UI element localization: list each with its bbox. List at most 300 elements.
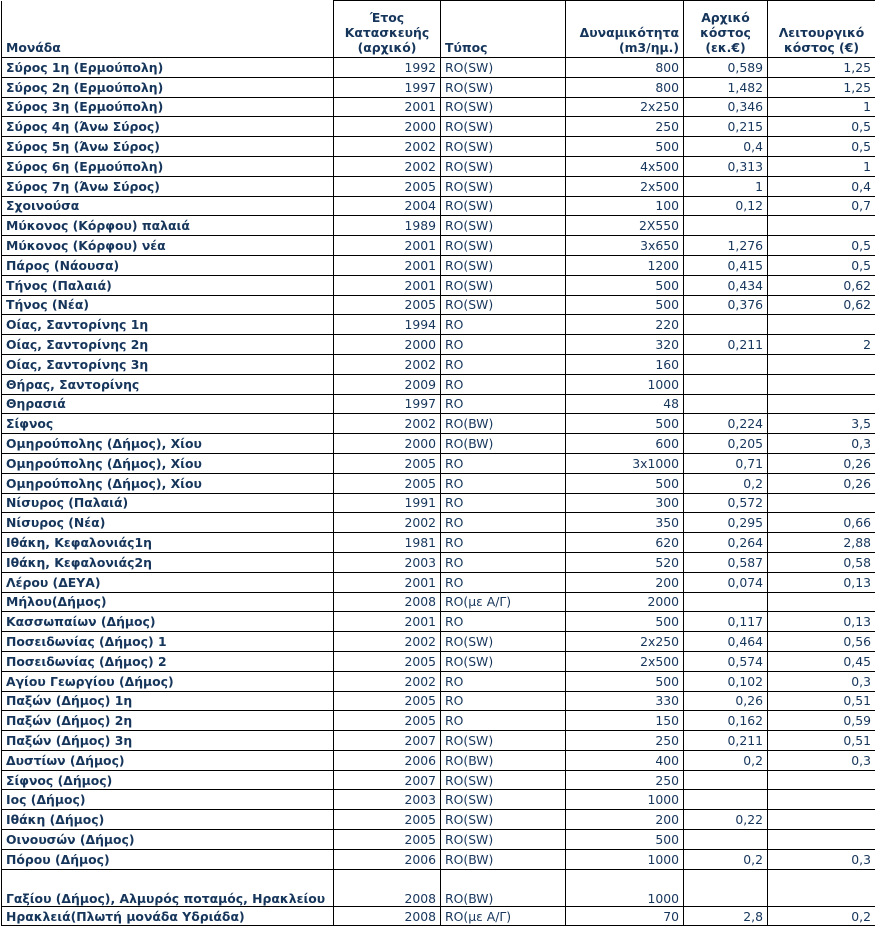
cell-capacity: 220 — [566, 315, 684, 335]
cell-unit: Νίσυρος (Νέα) — [2, 513, 334, 533]
cell-unit: Ομηρούπολης (Δήμος), Χίου — [2, 453, 334, 473]
table-row — [2, 77, 875, 97]
cell-type: RO(BW) — [441, 849, 566, 869]
cell-year: 2002 — [334, 513, 441, 533]
cell-year: 2009 — [334, 374, 441, 394]
cell-unit: Ποσειδωνίας (Δήμος) 2 — [2, 651, 334, 671]
cell-operating-cost: 0,58 — [768, 552, 875, 572]
table-row — [2, 731, 875, 751]
cell-year: 2001 — [334, 612, 441, 632]
cell-unit: Τήνος (Παλαιά) — [2, 275, 334, 295]
cell-type: RO(SW) — [441, 77, 566, 97]
cell-unit: Οίας, Σαντορίνης 3η — [2, 354, 334, 374]
cell-type: RO — [441, 453, 566, 473]
table-row — [2, 255, 875, 275]
cell-capacity: 500 — [566, 830, 684, 850]
cell-operating-cost: 0,26 — [768, 473, 875, 493]
cell-initial-cost: 0,074 — [684, 572, 768, 592]
table-row — [2, 354, 875, 374]
cell-capacity: 500 — [566, 137, 684, 157]
cell-operating-cost — [768, 493, 875, 513]
table-row — [2, 156, 875, 176]
cell-year: 1994 — [334, 315, 441, 335]
cell-operating-cost: 0,56 — [768, 632, 875, 652]
cell-type: RO(με Α/Γ) — [441, 592, 566, 612]
cell-unit: Πόρου (Δήμος) — [2, 849, 334, 869]
cell-initial-cost: 0,211 — [684, 731, 768, 751]
cell-initial-cost: 0,22 — [684, 810, 768, 830]
cell-operating-cost: 0,2 — [768, 906, 875, 926]
table-row — [2, 790, 875, 810]
cell-initial-cost — [684, 315, 768, 335]
cell-unit: Παξών (Δήμος) 2η — [2, 711, 334, 731]
cell-unit: Νίσυρος (Παλαιά) — [2, 493, 334, 513]
cell-capacity: 48 — [566, 394, 684, 414]
cell-type: RO(SW) — [441, 137, 566, 157]
cell-unit: Μύκονος (Κόρφου) παλαιά — [2, 216, 334, 236]
cell-year: 2007 — [334, 770, 441, 790]
cell-capacity: 150 — [566, 711, 684, 731]
cell-initial-cost: 0,295 — [684, 513, 768, 533]
header-capacity: Δυναμικότητα (m3/ημ.) — [566, 1, 684, 58]
table-row — [2, 97, 875, 117]
cell-initial-cost: 1 — [684, 176, 768, 196]
cell-year: 2002 — [334, 632, 441, 652]
cell-type: RO(SW) — [441, 97, 566, 117]
table-row — [2, 493, 875, 513]
cell-initial-cost: 0,376 — [684, 295, 768, 315]
cell-capacity: 2x250 — [566, 632, 684, 652]
header-year: Έτος Κατασκευής (αρχικό) — [334, 1, 441, 58]
cell-operating-cost: 0,5 — [768, 255, 875, 275]
cell-unit: Ομηρούπολης (Δήμος), Χίου — [2, 473, 334, 493]
cell-type: RO — [441, 533, 566, 553]
cell-year: 2002 — [334, 137, 441, 157]
table-row — [2, 117, 875, 137]
cell-operating-cost — [768, 394, 875, 414]
cell-capacity: 2x500 — [566, 651, 684, 671]
cell-unit: Μήλου(Δήμος) — [2, 592, 334, 612]
cell-year: 2002 — [334, 414, 441, 434]
cell-capacity: 800 — [566, 77, 684, 97]
cell-capacity: 250 — [566, 770, 684, 790]
table-row — [2, 335, 875, 355]
cell-unit: Σύρος 3η (Ερμούπολη) — [2, 97, 334, 117]
cell-type: RO — [441, 572, 566, 592]
table-row — [2, 414, 875, 434]
cell-unit: Σύρος 7η (Άνω Σύρος) — [2, 176, 334, 196]
cell-initial-cost — [684, 592, 768, 612]
cell-capacity: 250 — [566, 731, 684, 751]
cell-year: 2006 — [334, 750, 441, 770]
cell-operating-cost: 0,62 — [768, 295, 875, 315]
cell-initial-cost — [684, 354, 768, 374]
cell-capacity: 2x500 — [566, 176, 684, 196]
cell-capacity: 500 — [566, 671, 684, 691]
cell-type: RO(BW) — [441, 869, 566, 906]
cell-capacity: 520 — [566, 552, 684, 572]
cell-initial-cost: 0,2 — [684, 849, 768, 869]
cell-type: RO — [441, 711, 566, 731]
cell-year: 2003 — [334, 790, 441, 810]
table-row — [2, 711, 875, 731]
cell-year: 2002 — [334, 156, 441, 176]
cell-type: RO(SW) — [441, 770, 566, 790]
cell-operating-cost: 0,3 — [768, 750, 875, 770]
cell-operating-cost: 0,26 — [768, 453, 875, 473]
table-row — [2, 906, 875, 926]
cell-year: 2005 — [334, 651, 441, 671]
table-row — [2, 374, 875, 394]
cell-capacity: 1200 — [566, 255, 684, 275]
cell-year: 2008 — [334, 592, 441, 612]
table-row — [2, 216, 875, 236]
cell-initial-cost: 0,313 — [684, 156, 768, 176]
cell-type: RO(SW) — [441, 58, 566, 78]
cell-initial-cost: 0,346 — [684, 97, 768, 117]
cell-operating-cost — [768, 810, 875, 830]
cell-operating-cost — [768, 374, 875, 394]
cell-initial-cost: 0,12 — [684, 196, 768, 216]
cell-capacity: 620 — [566, 533, 684, 553]
cell-type: RO — [441, 493, 566, 513]
cell-capacity: 800 — [566, 58, 684, 78]
table-row — [2, 315, 875, 335]
cell-capacity: 160 — [566, 354, 684, 374]
cell-operating-cost: 0,5 — [768, 117, 875, 137]
cell-year: 2001 — [334, 236, 441, 256]
cell-capacity: 330 — [566, 691, 684, 711]
table-row — [2, 473, 875, 493]
desalination-units-table — [1, 0, 875, 926]
cell-capacity: 200 — [566, 810, 684, 830]
cell-year: 2001 — [334, 275, 441, 295]
cell-operating-cost — [768, 354, 875, 374]
cell-year: 1991 — [334, 493, 441, 513]
table-row — [2, 612, 875, 632]
cell-year: 2005 — [334, 176, 441, 196]
cell-type: RO — [441, 374, 566, 394]
cell-unit: Σύρος 1η (Ερμούπολη) — [2, 58, 334, 78]
cell-initial-cost: 1,276 — [684, 236, 768, 256]
cell-initial-cost: 0,162 — [684, 711, 768, 731]
cell-operating-cost: 2,88 — [768, 533, 875, 553]
table-row — [2, 176, 875, 196]
cell-year: 2005 — [334, 830, 441, 850]
cell-year: 2002 — [334, 671, 441, 691]
cell-operating-cost: 0,59 — [768, 711, 875, 731]
header-unit: Μονάδα — [2, 1, 334, 58]
cell-capacity: 1000 — [566, 849, 684, 869]
cell-year: 2004 — [334, 196, 441, 216]
cell-initial-cost — [684, 374, 768, 394]
cell-initial-cost: 0,2 — [684, 473, 768, 493]
cell-initial-cost: 0,574 — [684, 651, 768, 671]
cell-year: 2003 — [334, 552, 441, 572]
cell-type: RO — [441, 354, 566, 374]
cell-capacity: 4x500 — [566, 156, 684, 176]
cell-type: RO(SW) — [441, 830, 566, 850]
cell-operating-cost: 0,62 — [768, 275, 875, 295]
cell-initial-cost: 0,4 — [684, 137, 768, 157]
cell-type: RO(SW) — [441, 117, 566, 137]
cell-year: 2001 — [334, 97, 441, 117]
cell-initial-cost: 0,589 — [684, 58, 768, 78]
cell-unit: Ποσειδωνίας (Δήμος) 1 — [2, 632, 334, 652]
table-row — [2, 750, 875, 770]
table-row — [2, 671, 875, 691]
cell-unit: Ηρακλειά(Πλωτή μονάδα Υδριάδα) — [2, 906, 334, 926]
cell-capacity: 500 — [566, 612, 684, 632]
cell-initial-cost: 0,587 — [684, 552, 768, 572]
cell-unit: Θήρας, Σαντορίνης — [2, 374, 334, 394]
cell-initial-cost — [684, 830, 768, 850]
table-row — [2, 394, 875, 414]
cell-year: 2006 — [334, 849, 441, 869]
cell-capacity: 2X550 — [566, 216, 684, 236]
cell-type: RO(BW) — [441, 750, 566, 770]
cell-unit: Οίας, Σαντορίνης 2η — [2, 335, 334, 355]
cell-type: RO(SW) — [441, 216, 566, 236]
cell-year: 2005 — [334, 711, 441, 731]
table-row — [2, 513, 875, 533]
cell-year: 2007 — [334, 731, 441, 751]
cell-year: 2005 — [334, 691, 441, 711]
cell-type: RO(BW) — [441, 434, 566, 454]
cell-unit: Σχοινούσα — [2, 196, 334, 216]
cell-type: RO(SW) — [441, 275, 566, 295]
cell-initial-cost: 2,8 — [684, 906, 768, 926]
cell-type: RO(SW) — [441, 731, 566, 751]
cell-capacity: 1000 — [566, 790, 684, 810]
cell-initial-cost: 0,117 — [684, 612, 768, 632]
cell-year: 2000 — [334, 434, 441, 454]
cell-type: RO(SW) — [441, 632, 566, 652]
cell-year: 2008 — [334, 906, 441, 926]
cell-type: RO(SW) — [441, 236, 566, 256]
cell-initial-cost: 0,102 — [684, 671, 768, 691]
cell-year: 2000 — [334, 335, 441, 355]
table-body — [2, 58, 875, 926]
cell-year: 2005 — [334, 453, 441, 473]
cell-capacity: 2000 — [566, 592, 684, 612]
cell-type: RO(με Α/Γ) — [441, 906, 566, 926]
cell-type: RO — [441, 335, 566, 355]
cell-capacity: 500 — [566, 295, 684, 315]
cell-year: 1992 — [334, 58, 441, 78]
cell-type: RO — [441, 552, 566, 572]
cell-unit: Γαξίου (Δήμος), Αλμυρός ποταμός, Ηρακλείου — [2, 869, 334, 906]
cell-capacity: 300 — [566, 493, 684, 513]
cell-type: RO — [441, 315, 566, 335]
cell-capacity: 600 — [566, 434, 684, 454]
table-row — [2, 58, 875, 78]
cell-initial-cost: 0,224 — [684, 414, 768, 434]
table-row — [2, 453, 875, 473]
table-row — [2, 632, 875, 652]
cell-unit: Παξών (Δήμος) 3η — [2, 731, 334, 751]
cell-year: 2000 — [334, 117, 441, 137]
cell-unit: Σύρος 6η (Ερμούπολη) — [2, 156, 334, 176]
cell-initial-cost: 0,2 — [684, 750, 768, 770]
cell-capacity: 70 — [566, 906, 684, 926]
cell-operating-cost — [768, 216, 875, 236]
cell-type: RO — [441, 513, 566, 533]
cell-capacity: 1000 — [566, 374, 684, 394]
cell-capacity: 3x1000 — [566, 453, 684, 473]
cell-type: RO(SW) — [441, 196, 566, 216]
cell-operating-cost: 0,5 — [768, 236, 875, 256]
cell-operating-cost: 0,13 — [768, 572, 875, 592]
cell-year: 2005 — [334, 473, 441, 493]
cell-initial-cost — [684, 790, 768, 810]
cell-operating-cost: 0,3 — [768, 849, 875, 869]
cell-year: 2005 — [334, 810, 441, 830]
cell-operating-cost: 0,45 — [768, 651, 875, 671]
cell-initial-cost: 0,211 — [684, 335, 768, 355]
header-row — [2, 1, 875, 58]
cell-operating-cost: 0,4 — [768, 176, 875, 196]
cell-initial-cost: 0,434 — [684, 275, 768, 295]
table-row — [2, 196, 875, 216]
cell-operating-cost — [768, 830, 875, 850]
cell-year: 1997 — [334, 394, 441, 414]
cell-operating-cost: 0,66 — [768, 513, 875, 533]
cell-unit: Σύρος 5η (Άνω Σύρος) — [2, 137, 334, 157]
cell-year: 2002 — [334, 354, 441, 374]
cell-year: 2001 — [334, 255, 441, 275]
cell-type: RO(SW) — [441, 790, 566, 810]
table-row — [2, 236, 875, 256]
cell-operating-cost — [768, 592, 875, 612]
cell-unit: Ιθάκη, Κεφαλονιάς1η — [2, 533, 334, 553]
cell-operating-cost — [768, 315, 875, 335]
table-row — [2, 691, 875, 711]
cell-capacity: 100 — [566, 196, 684, 216]
cell-unit: Σύρος 2η (Ερμούπολη) — [2, 77, 334, 97]
table-row — [2, 552, 875, 572]
cell-capacity: 350 — [566, 513, 684, 533]
cell-unit: Σίφνος (Δήμος) — [2, 770, 334, 790]
cell-initial-cost: 1,482 — [684, 77, 768, 97]
cell-year: 1989 — [334, 216, 441, 236]
cell-type: RO(SW) — [441, 810, 566, 830]
cell-unit: Κασσωπαίων (Δήμος) — [2, 612, 334, 632]
cell-unit: Ιος (Δήμος) — [2, 790, 334, 810]
cell-year: 2005 — [334, 295, 441, 315]
cell-type: RO(SW) — [441, 651, 566, 671]
cell-operating-cost: 0,5 — [768, 137, 875, 157]
table-row — [2, 810, 875, 830]
cell-capacity: 2x250 — [566, 97, 684, 117]
cell-initial-cost — [684, 869, 768, 906]
cell-year: 2001 — [334, 572, 441, 592]
cell-unit: Σύρος 4η (Άνω Σύρος) — [2, 117, 334, 137]
cell-operating-cost: 2 — [768, 335, 875, 355]
cell-year: 1997 — [334, 77, 441, 97]
table-row — [2, 830, 875, 850]
cell-initial-cost — [684, 394, 768, 414]
cell-operating-cost: 0,7 — [768, 196, 875, 216]
cell-capacity: 320 — [566, 335, 684, 355]
cell-initial-cost: 0,572 — [684, 493, 768, 513]
cell-operating-cost: 0,3 — [768, 434, 875, 454]
cell-unit: Μύκονος (Κόρφου) νέα — [2, 236, 334, 256]
cell-initial-cost — [684, 216, 768, 236]
cell-operating-cost — [768, 770, 875, 790]
table-row — [2, 533, 875, 553]
table-row — [2, 572, 875, 592]
cell-unit: Ιθάκη, Κεφαλονιάς2η — [2, 552, 334, 572]
cell-operating-cost: 0,3 — [768, 671, 875, 691]
cell-capacity: 500 — [566, 275, 684, 295]
cell-unit: Ιθάκη (Δήμος) — [2, 810, 334, 830]
cell-initial-cost: 0,71 — [684, 453, 768, 473]
cell-type: RO — [441, 671, 566, 691]
cell-unit: Θηρασιά — [2, 394, 334, 414]
table-row — [2, 592, 875, 612]
cell-initial-cost: 0,415 — [684, 255, 768, 275]
cell-unit: Οινουσών (Δήμος) — [2, 830, 334, 850]
cell-operating-cost — [768, 869, 875, 906]
cell-operating-cost — [768, 790, 875, 810]
cell-type: RO — [441, 691, 566, 711]
cell-operating-cost: 3,5 — [768, 414, 875, 434]
cell-unit: Σίφνος — [2, 414, 334, 434]
cell-unit: Τήνος (Νέα) — [2, 295, 334, 315]
cell-type: RO — [441, 612, 566, 632]
cell-initial-cost: 0,26 — [684, 691, 768, 711]
header-operating-cost: Λειτουργικό κόστος (€) — [768, 1, 875, 58]
cell-operating-cost: 1 — [768, 97, 875, 117]
cell-operating-cost: 0,13 — [768, 612, 875, 632]
header-initial-cost: Αρχικό κόστος (εκ.€) — [684, 1, 768, 58]
cell-initial-cost: 0,464 — [684, 632, 768, 652]
cell-unit: Ομηρούπολης (Δήμος), Χίου — [2, 434, 334, 454]
cell-type: RO(SW) — [441, 255, 566, 275]
cell-operating-cost: 1,25 — [768, 77, 875, 97]
cell-operating-cost: 0,51 — [768, 691, 875, 711]
cell-initial-cost — [684, 770, 768, 790]
table-row — [2, 869, 875, 906]
cell-capacity: 500 — [566, 414, 684, 434]
cell-capacity: 250 — [566, 117, 684, 137]
cell-initial-cost: 0,215 — [684, 117, 768, 137]
cell-unit: Παξών (Δήμος) 1η — [2, 691, 334, 711]
cell-unit: Δυστίων (Δήμος) — [2, 750, 334, 770]
table-row — [2, 275, 875, 295]
cell-year: 2008 — [334, 869, 441, 906]
cell-initial-cost: 0,264 — [684, 533, 768, 553]
cell-capacity: 200 — [566, 572, 684, 592]
cell-capacity: 500 — [566, 473, 684, 493]
cell-operating-cost: 1 — [768, 156, 875, 176]
cell-type: RO(SW) — [441, 156, 566, 176]
cell-type: RO(SW) — [441, 295, 566, 315]
cell-capacity: 1000 — [566, 869, 684, 906]
cell-unit: Αγίου Γεωργίου (Δήμος) — [2, 671, 334, 691]
cell-type: RO — [441, 394, 566, 414]
cell-initial-cost: 0,205 — [684, 434, 768, 454]
cell-unit: Οίας, Σαντορίνης 1η — [2, 315, 334, 335]
cell-type: RO(BW) — [441, 414, 566, 434]
table-row — [2, 651, 875, 671]
table-row — [2, 849, 875, 869]
cell-type: RO — [441, 473, 566, 493]
table-row — [2, 770, 875, 790]
cell-unit: Πάρος (Νάουσα) — [2, 255, 334, 275]
cell-capacity: 3x650 — [566, 236, 684, 256]
